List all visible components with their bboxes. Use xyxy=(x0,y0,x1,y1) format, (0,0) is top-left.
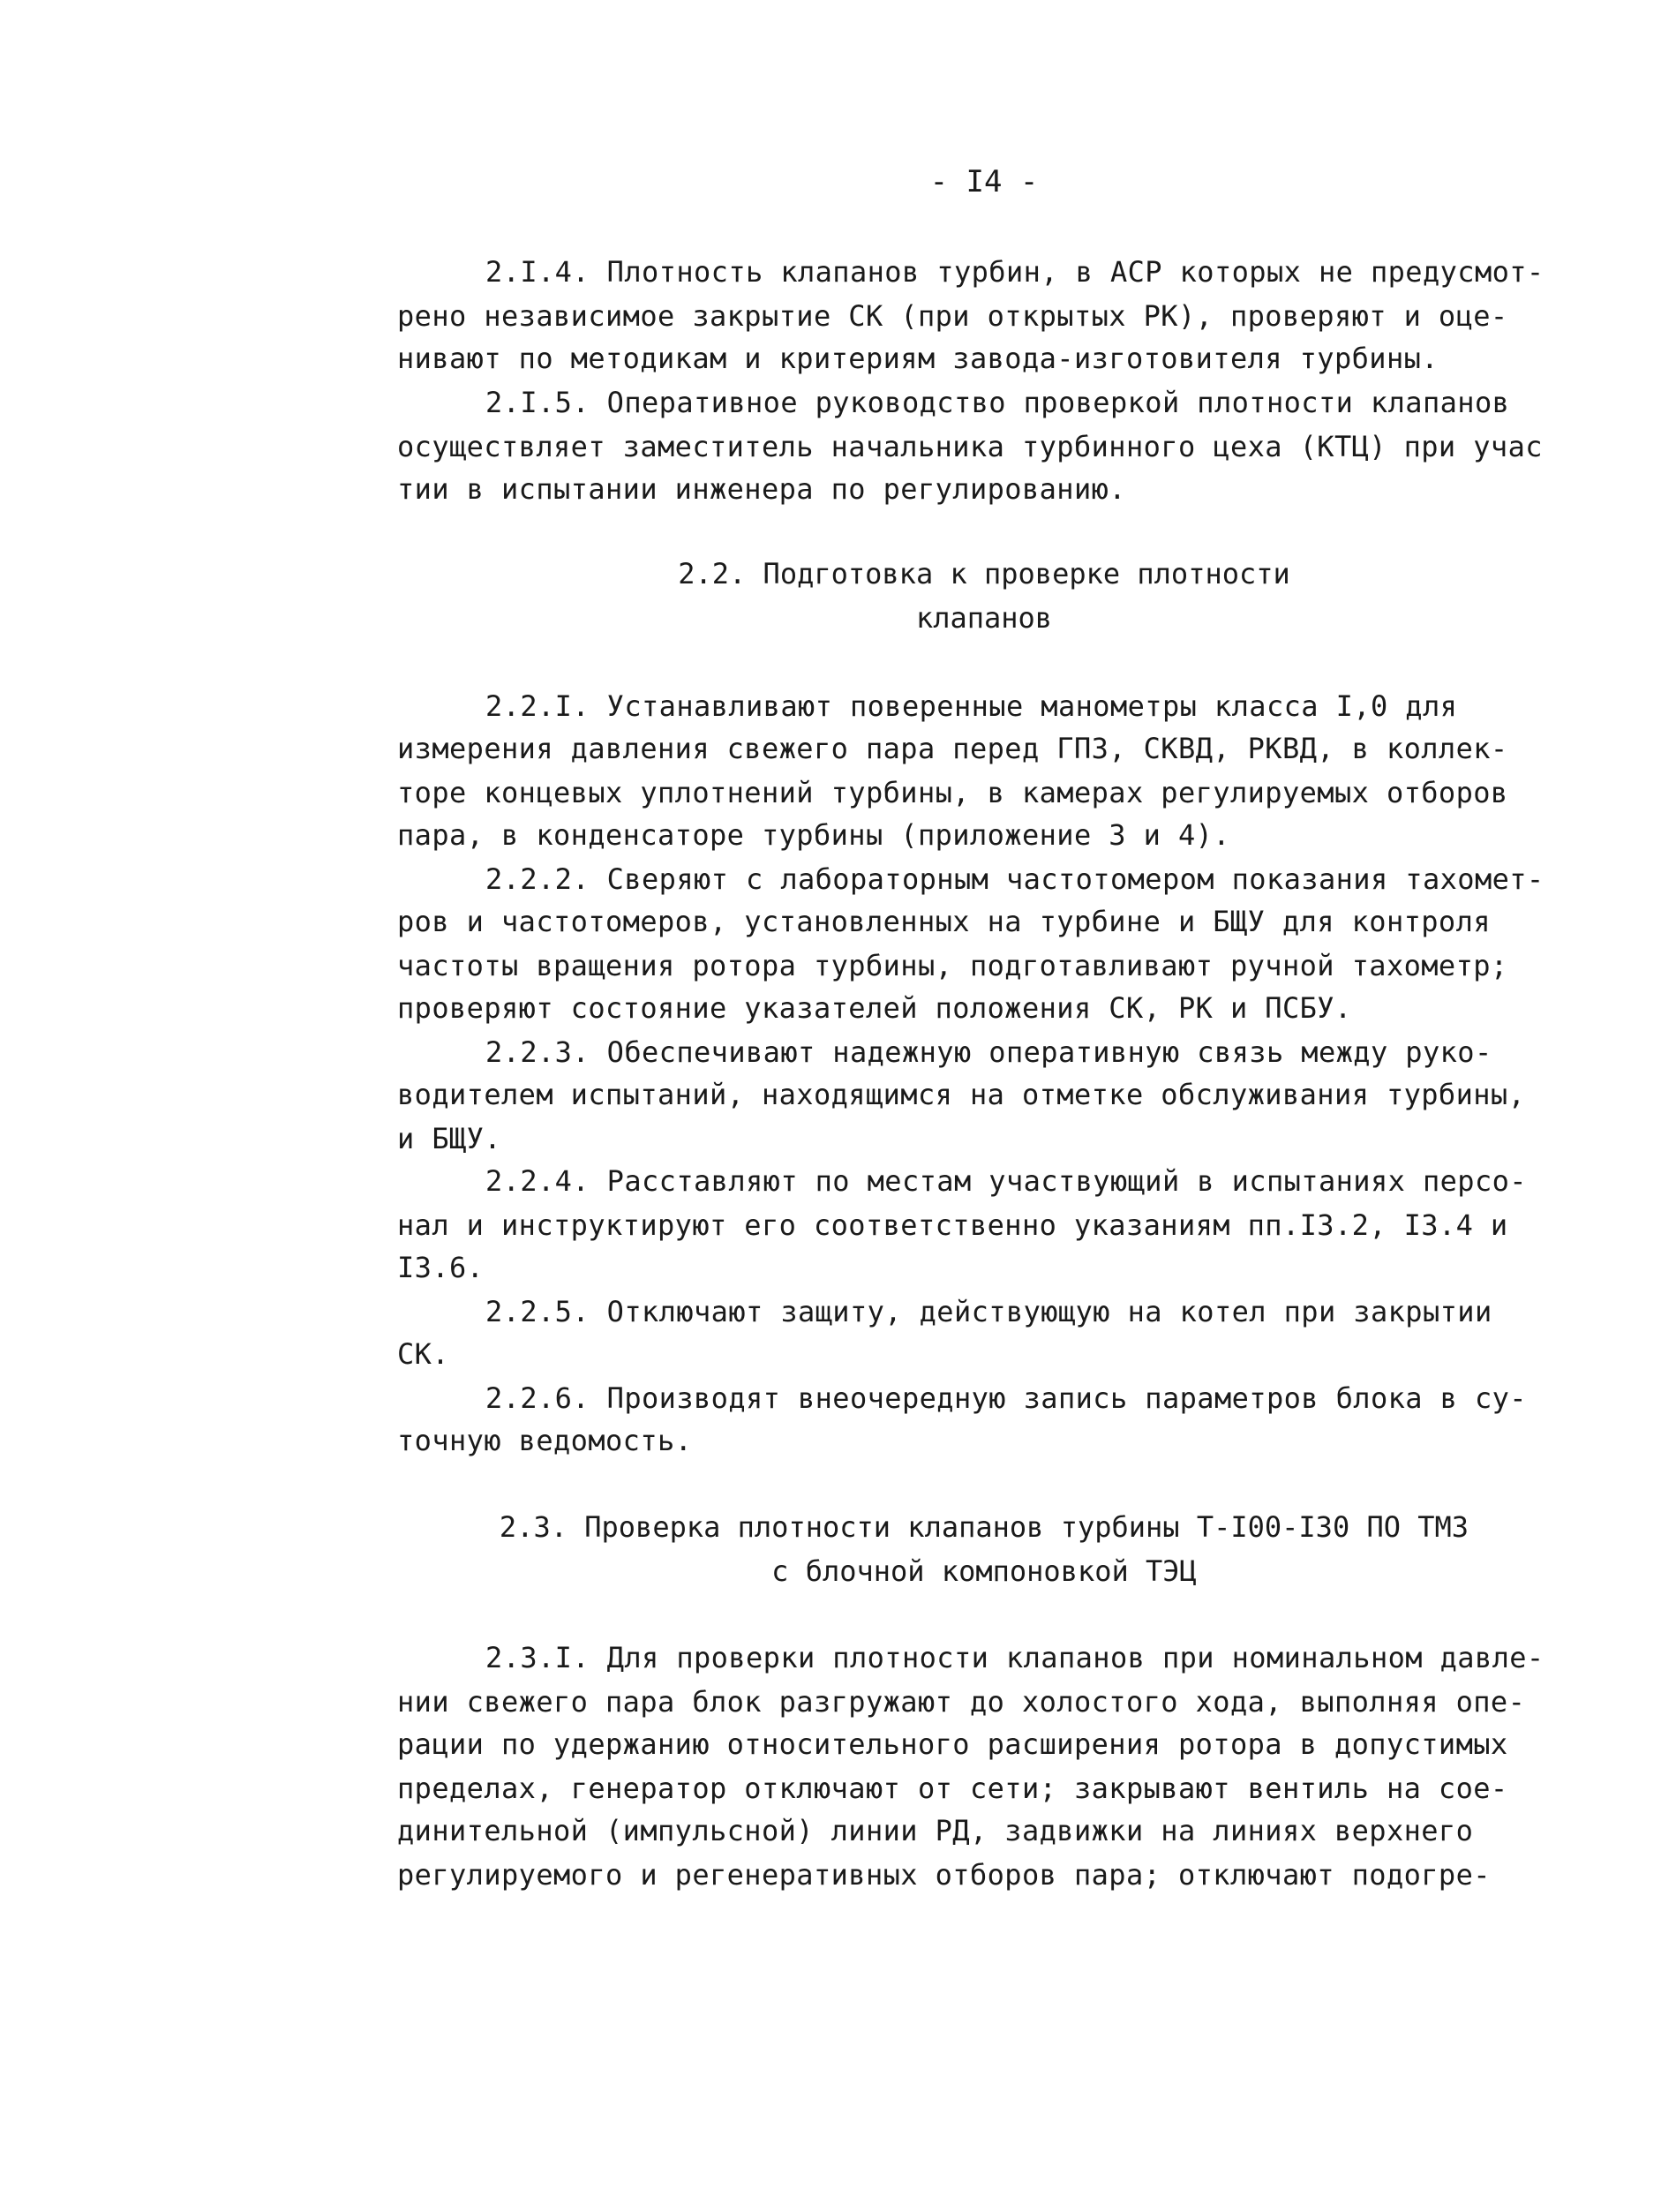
paragraph-2-2-2-line-4: проверяют состояние указателей положения СК, РК и ПСБУ. xyxy=(397,991,1352,1025)
paragraph-2-2-1-line-3: торе концевых уплотнений турбины, в камерах регулируемых отборов xyxy=(397,776,1508,809)
paragraph-2-3-1-line-2: нии свежего пара блок разгружают до холостого хода, выполняя опе- xyxy=(397,1685,1526,1719)
paragraph-2-1-4-line-3: нивают по методикам и критериям завода-изготовителя турбины. xyxy=(397,342,1439,375)
paragraph-2-2-3-line-2: водителем испытаний, находящимся на отметке обслуживания турбины, xyxy=(397,1078,1526,1111)
paragraph-2-2-2-line-3: частоты вращения ротора турбины, подготавливают ручной тахометр; xyxy=(397,949,1508,982)
section-heading-2-3-line-1: 2.3. Проверка плотности клапанов турбины Т-I00-I30 ПО ТМЗ xyxy=(499,1510,1469,1544)
section-heading-2-2-line-2: клапанов xyxy=(915,601,1053,635)
paragraph-2-3-1-line-5: динительной (импульсной) линии РД, задвижки на линиях верхнего xyxy=(397,1814,1474,1847)
paragraph-2-3-1-line-4: пределах, генератор отключают от сети; закрывают вентиль на сое- xyxy=(397,1772,1508,1805)
section-heading-2-2-line-1: 2.2. Подготовка к проверке плотности xyxy=(678,557,1290,591)
paragraph-2-2-4-line-2: нал и инструктируют его соответственно указаниям пп.I3.2, I3.4 и xyxy=(397,1208,1508,1242)
paragraph-2-2-1-line-4: пара, в конденсаторе турбины (приложение 3 и 4). xyxy=(397,818,1230,852)
paragraph-2-2-2-line-1: 2.2.2. Сверяют с лабораторным частотомером показания тахомет- xyxy=(485,862,1545,896)
paragraph-2-3-1-line-1: 2.3.I. Для проверки плотности клапанов при номинальном давле- xyxy=(485,1641,1545,1674)
paragraph-2-1-5-line-3: тии в испытании инженера по регулированию. xyxy=(397,472,1126,506)
paragraph-2-2-5-line-2: СК. xyxy=(397,1337,449,1371)
section-heading-2-3-line-2: с блочной компоновкой ТЭЦ xyxy=(771,1554,1197,1588)
paragraph-2-1-5-line-1: 2.I.5. Оперативное руководство проверкой плотности клапанов xyxy=(485,386,1510,419)
paragraph-2-2-3-line-1: 2.2.3. Обеспечивают надежную оперативную связь между руко- xyxy=(485,1035,1492,1069)
paragraph-2-1-5-line-2: осуществляет заместитель начальника турбинного цеха (КТЦ) при учас xyxy=(397,430,1543,463)
paragraph-2-2-6-line-2: точную ведомость. xyxy=(397,1424,693,1457)
paragraph-2-3-1-line-6: регулируемого и регенеративных отборов пара; отключают подогре- xyxy=(397,1858,1491,1892)
paragraph-2-2-5-line-1: 2.2.5. Отключают защиту, действующую на котел при закрытии xyxy=(485,1295,1492,1328)
paragraph-2-2-6-line-1: 2.2.6. Производят внеочередную запись параметров блока в су- xyxy=(485,1381,1527,1415)
paragraph-2-2-1-line-2: измерения давления свежего пара перед ГПЗ, СКВД, РКВД, в коллек- xyxy=(397,732,1508,765)
paragraph-2-3-1-line-3: рации по удержанию относительного расширения ротора в допустимых xyxy=(397,1727,1508,1761)
paragraph-2-2-4-line-1: 2.2.4. Расставляют по местам участвующий в испытаниях персо- xyxy=(485,1164,1527,1198)
paragraph-2-2-1-line-1: 2.2.I. Устанавливают поверенные манометры класса I,0 для xyxy=(485,689,1458,723)
paragraph-2-1-4-line-2: рено независимое закрытие СК (при открытых РК), проверяют и оце- xyxy=(397,299,1508,333)
paragraph-2-2-2-line-2: ров и частотомеров, установленных на турбине и БЩУ для контроля xyxy=(397,905,1491,938)
page-number: - I4 - xyxy=(929,164,1039,199)
paragraph-2-2-3-line-3: и БЩУ. xyxy=(397,1122,501,1155)
paragraph-2-1-4-line-1: 2.I.4. Плотность клапанов турбин, в АСР которых не предусмот- xyxy=(485,255,1545,289)
paragraph-2-2-4-line-3: I3.6. xyxy=(397,1251,485,1284)
